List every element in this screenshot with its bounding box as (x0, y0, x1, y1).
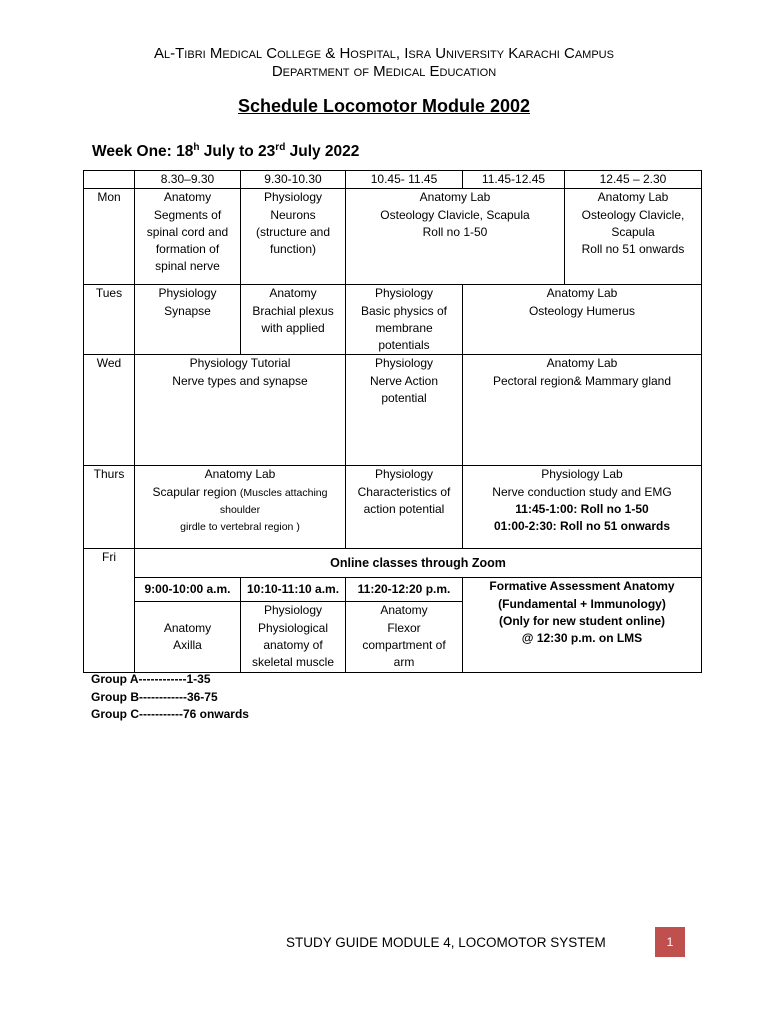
cell-line: Brachial plexus (252, 303, 334, 318)
cell-line: Anatomy (163, 190, 212, 205)
cell-line (137, 484, 343, 502)
day-label-tues: Tues (84, 285, 135, 355)
day-label-mon: Mon (84, 189, 135, 285)
cell-line: anatomy of (263, 638, 323, 653)
footer-text: STUDY GUIDE MODULE 4, LOCOMOTOR SYSTEM (286, 935, 606, 950)
page-number-badge: 1 (655, 927, 685, 957)
cell-line: (structure and (255, 224, 331, 239)
week-sup-2: rd (275, 142, 286, 153)
cell-line: Physiology (263, 603, 323, 618)
cell-line: Anatomy Lab (419, 190, 491, 205)
cell-line: Anatomy Lab (546, 286, 618, 301)
class-cell (346, 285, 463, 355)
cell-line: action potential (363, 502, 445, 517)
week-mid: July to 23 (199, 143, 276, 161)
week-prefix: Week One: 18 (92, 143, 194, 161)
cell-line: membrane (375, 320, 433, 335)
cell-line: (Only for new student online) (499, 614, 665, 629)
cell-line: compartment of (362, 638, 446, 653)
cell-line: Anatomy Lab (597, 190, 669, 205)
cell-line: Anatomy Lab (546, 356, 618, 371)
class-cell (135, 355, 346, 466)
class-cell (241, 602, 346, 673)
corner-cell (84, 171, 135, 189)
cell-line: Characteristics of (357, 484, 451, 499)
group-item: Group C-----------76 onwards (91, 707, 249, 721)
class-cell (346, 355, 463, 466)
cell-line: formation of (155, 242, 220, 257)
class-cell (346, 189, 565, 285)
college-name: Al-Tibri Medical College & Hospital, Isra University Karachi Campus (154, 45, 614, 62)
table-row-header (84, 171, 702, 189)
cell-line: Physiology (263, 190, 323, 205)
cell-line: potentials (378, 338, 430, 353)
cell-line: Roll no 1-50 (422, 224, 488, 239)
cell-line: Physiological (257, 620, 329, 635)
cell-line: Physiology (374, 467, 434, 482)
class-cell (241, 189, 346, 285)
class-cell (135, 285, 241, 355)
cell-line: Scapula (611, 224, 655, 239)
cell-line: Nerve types and synapse (172, 373, 308, 388)
table-row-wed (84, 355, 702, 466)
week-heading (92, 142, 359, 161)
cell-line: Anatomy (380, 603, 428, 618)
class-cell (135, 602, 241, 673)
cell-line: Physiology Tutorial (189, 356, 291, 371)
cell-line: @ 12:30 p.m. on LMS (521, 631, 643, 646)
table-row-thurs (84, 466, 702, 549)
week-sup-1: h (193, 142, 200, 153)
time-header: 9.30-10.30 (241, 171, 346, 189)
group-list (91, 671, 249, 724)
schedule-table (83, 170, 702, 673)
cell-line: Formative Assessment Anatomy (489, 579, 675, 594)
group-item: Group A------------1-35 (91, 672, 211, 686)
cell-line: 01:00-2:30: Roll no 51 onwards (493, 519, 671, 534)
cell-line: spinal nerve (155, 259, 220, 274)
table-row-fri-times (84, 578, 702, 602)
cell-line-main: Scapular region (152, 484, 240, 499)
cell-line: Osteology Clavicle, (581, 207, 685, 222)
class-cell (135, 466, 346, 549)
cell-line: girdle to vertebral region ) (180, 521, 300, 534)
cell-line: Physiology (374, 286, 434, 301)
class-cell (463, 466, 702, 549)
cell-line: Physiology (374, 356, 434, 371)
fri-time-header: 11:20-12:20 p.m. (346, 578, 463, 602)
cell-line: Nerve Action (369, 373, 439, 388)
online-classes-banner: Online classes through Zoom (135, 549, 702, 578)
time-header: 8.30–9.30 (135, 171, 241, 189)
cell-line: Osteology Humerus (528, 303, 636, 318)
cell-line-note: (Muscles attaching (239, 486, 328, 499)
cell-line: function) (269, 242, 317, 257)
cell-line: arm (393, 655, 415, 670)
time-header: 11.45-12.45 (463, 171, 565, 189)
cell-line: potential (381, 391, 427, 406)
cell-line: skeletal muscle (251, 655, 335, 670)
cell-line: Anatomy (163, 621, 212, 636)
group-item: Group B------------36-75 (91, 689, 218, 704)
cell-line: shoulder (219, 504, 261, 517)
cell-line: Physiology (158, 286, 217, 301)
cell-line: Osteology Clavicle, Scapula (380, 207, 530, 222)
cell-line: with applied (261, 320, 325, 335)
cell-line: Roll no 51 onwards (581, 242, 685, 257)
formative-assessment-cell (463, 578, 702, 673)
class-cell (565, 189, 702, 285)
class-cell (346, 466, 463, 549)
time-header: 10.45- 11.45 (346, 171, 463, 189)
day-label-fri: Fri (84, 549, 135, 673)
day-label-thurs: Thurs (84, 466, 135, 549)
table-row-mon (84, 189, 702, 285)
cell-line: (Fundamental + Immunology) (498, 596, 666, 611)
cell-line: Synapse (164, 303, 211, 318)
fri-time-header: 10:10-11:10 a.m. (241, 578, 346, 602)
page-title: Schedule Locomotor Module 2002 (237, 96, 531, 116)
day-label-wed: Wed (84, 355, 135, 466)
week-suffix: July 2022 (285, 143, 360, 161)
cell-line: Pectoral region& Mammary gland (492, 373, 672, 388)
cell-line: spinal cord and (146, 224, 229, 239)
table-row-tues (84, 285, 702, 355)
cell-line: 11:45-1:00: Roll no 1-50 (515, 502, 649, 517)
fri-time-header: 9:00-10:00 a.m. (135, 578, 241, 602)
cell-line: Basic physics of (360, 303, 448, 318)
class-cell (241, 285, 346, 355)
cell-line: Physiology Lab (541, 467, 623, 482)
cell-line: Neurons (270, 207, 316, 222)
cell-line: Flexor (387, 620, 421, 635)
cell-line: Anatomy (269, 286, 317, 301)
class-cell (346, 602, 463, 673)
class-cell (463, 355, 702, 466)
class-cell (463, 285, 702, 355)
cell-line: Axilla (173, 638, 202, 653)
class-cell (135, 189, 241, 285)
cell-line: Nerve conduction study and EMG (492, 484, 672, 499)
cell-line: Segments of (153, 207, 222, 222)
department-name: Department of Medical Education (271, 63, 497, 80)
cell-line: Anatomy Lab (204, 467, 276, 482)
time-header: 12.45 – 2.30 (565, 171, 702, 189)
table-row-fri-online (84, 549, 702, 578)
